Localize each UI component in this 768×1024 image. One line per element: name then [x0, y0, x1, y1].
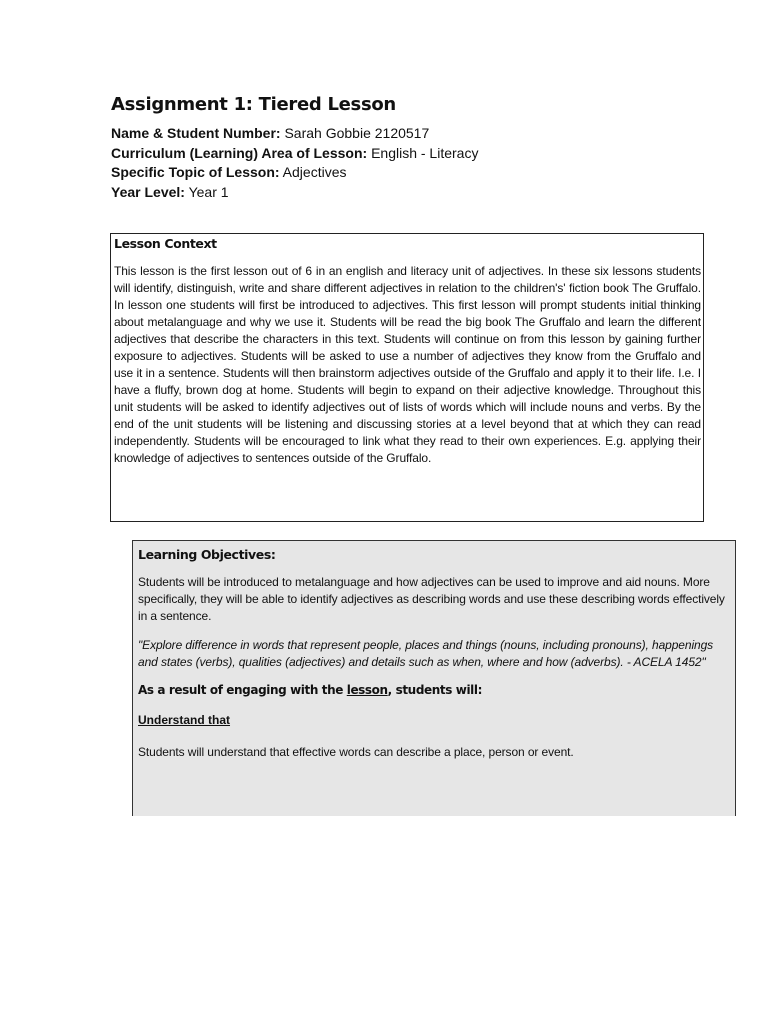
meta-row-curriculum	[111, 144, 478, 164]
objectives-intro: Students will be introduced to metalanguage and how adjectives can be used to improve and aid nouns. More specifically, they will be able to identify adjectives as describing words and use these describing words effectively in a sentence.	[138, 575, 725, 623]
meta-value: English - Literacy	[371, 144, 479, 161]
meta-row-topic	[111, 163, 478, 183]
result-prefix: As a result of engaging with the	[138, 683, 347, 697]
meta-row-name	[111, 124, 478, 144]
meta-value: Sarah Gobbie 2120517	[284, 125, 430, 141]
meta-label: Curriculum (Learning) Area of Lesson:	[111, 144, 368, 161]
learning-objectives-heading: Learning Objectives:	[138, 547, 276, 562]
meta-row-year	[111, 183, 478, 203]
meta-value: Adjectives	[282, 164, 347, 180]
understand-heading: Understand that	[138, 713, 231, 727]
meta-label: Specific Topic of Lesson:	[111, 164, 280, 180]
document-title: Assignment 1: Tiered Lesson	[111, 94, 396, 115]
meta-label: Year Level:	[111, 183, 185, 200]
learning-objectives-box	[132, 540, 736, 816]
result-statement	[138, 683, 731, 697]
meta-value: Year 1	[188, 183, 229, 200]
lesson-context-body: This lesson is the first lesson out of 6 in an english and literacy unit of adjectives. In these six lessons students will identify, distinguish, write and share different adjectives in relation to the children's' fiction book The Gruffalo. In lesson one students will first be introduced to adjectives. This first lesson will prompt students initial thinking about metalanguage and why we use it. Students will be read the big book The Gruffalo and learn the different adjectives that describe the characters in this text. Students will continue on from this lesson by gaining further exposure to adjectives. Students will be asked to use a number of adjectives they know from the Gruffalo and use it in a sentence. Students will then brainstorm adjectives outside of the Gruffalo and apply it to their life. I.e. I have a fluffy, brown dog at home. Students will begin to expand on their adjective knowledge. Throughout this unit students will be asked to identify adjectives out of lists of words which will include nouns and verbs. By the end of the unit students will be listening and discussing stories at a level beyond that at which they can read independently. Students will be encouraged to link what they read to their own experiences. E.g. applying their knowledge of adjectives to sentences outside of the Gruffalo.	[114, 264, 701, 465]
lesson-context-box	[110, 233, 704, 522]
meta-label: Name & Student Number:	[111, 125, 281, 141]
understand-text: Students will understand that effective words can describe a place, person or event.	[138, 745, 574, 759]
student-details	[111, 124, 478, 202]
result-link: lesson	[346, 683, 388, 697]
curriculum-quote: "Explore difference in words that represent people, places and things (nouns, including pronouns), happenings and states (verbs), qualities (adjectives) and details such as when, where and how (adverbs). - ACELA 1452"	[138, 638, 714, 669]
result-suffix: , students will:	[387, 683, 482, 697]
lesson-context-heading: Lesson Context	[114, 236, 217, 251]
